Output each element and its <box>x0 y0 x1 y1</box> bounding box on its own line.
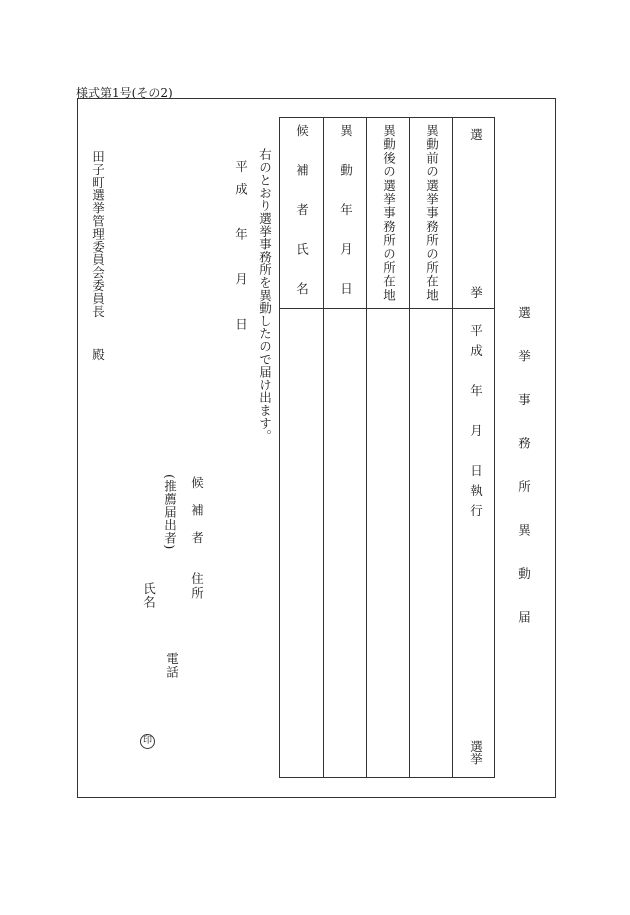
name-label: 氏名 <box>141 582 157 609</box>
election-label-bottom: 挙 <box>468 286 484 299</box>
submitter-role-note: (推薦届出者) <box>162 474 178 550</box>
addressee: 田子町選挙管理委員会委員長 <box>90 150 106 318</box>
date-line: 平成 年 月 日 <box>233 160 249 340</box>
seal-mark: 印 <box>140 734 155 749</box>
election-suffix: 選挙 <box>468 740 484 765</box>
address-label: 住所 <box>189 572 205 601</box>
header-divider <box>280 308 495 309</box>
column-divider <box>323 118 324 777</box>
election-label-top: 選 <box>468 128 484 141</box>
form-title: 選挙事務所異動届 <box>516 306 532 654</box>
header-candidate-name: 候補者氏名 <box>294 124 310 322</box>
header-change-date: 異動年月日 <box>338 124 354 322</box>
column-divider <box>452 118 453 777</box>
column-divider <box>366 118 367 777</box>
form-number: 様式第1号(その2) <box>76 86 173 100</box>
submitter-role: 候補者 <box>189 476 205 559</box>
honorific: 殿 <box>90 348 106 361</box>
header-before-location: 異動前の選挙事務所の所在地 <box>424 124 440 303</box>
election-date: 平成 年 月 日執行 <box>468 324 484 524</box>
phone-label: 電話 <box>164 652 180 679</box>
statement: 右のとおり選挙事務所を異動したので届け出ます。 <box>257 148 273 443</box>
header-after-location: 異動後の選挙事務所の所在地 <box>381 124 397 303</box>
column-divider <box>409 118 410 777</box>
